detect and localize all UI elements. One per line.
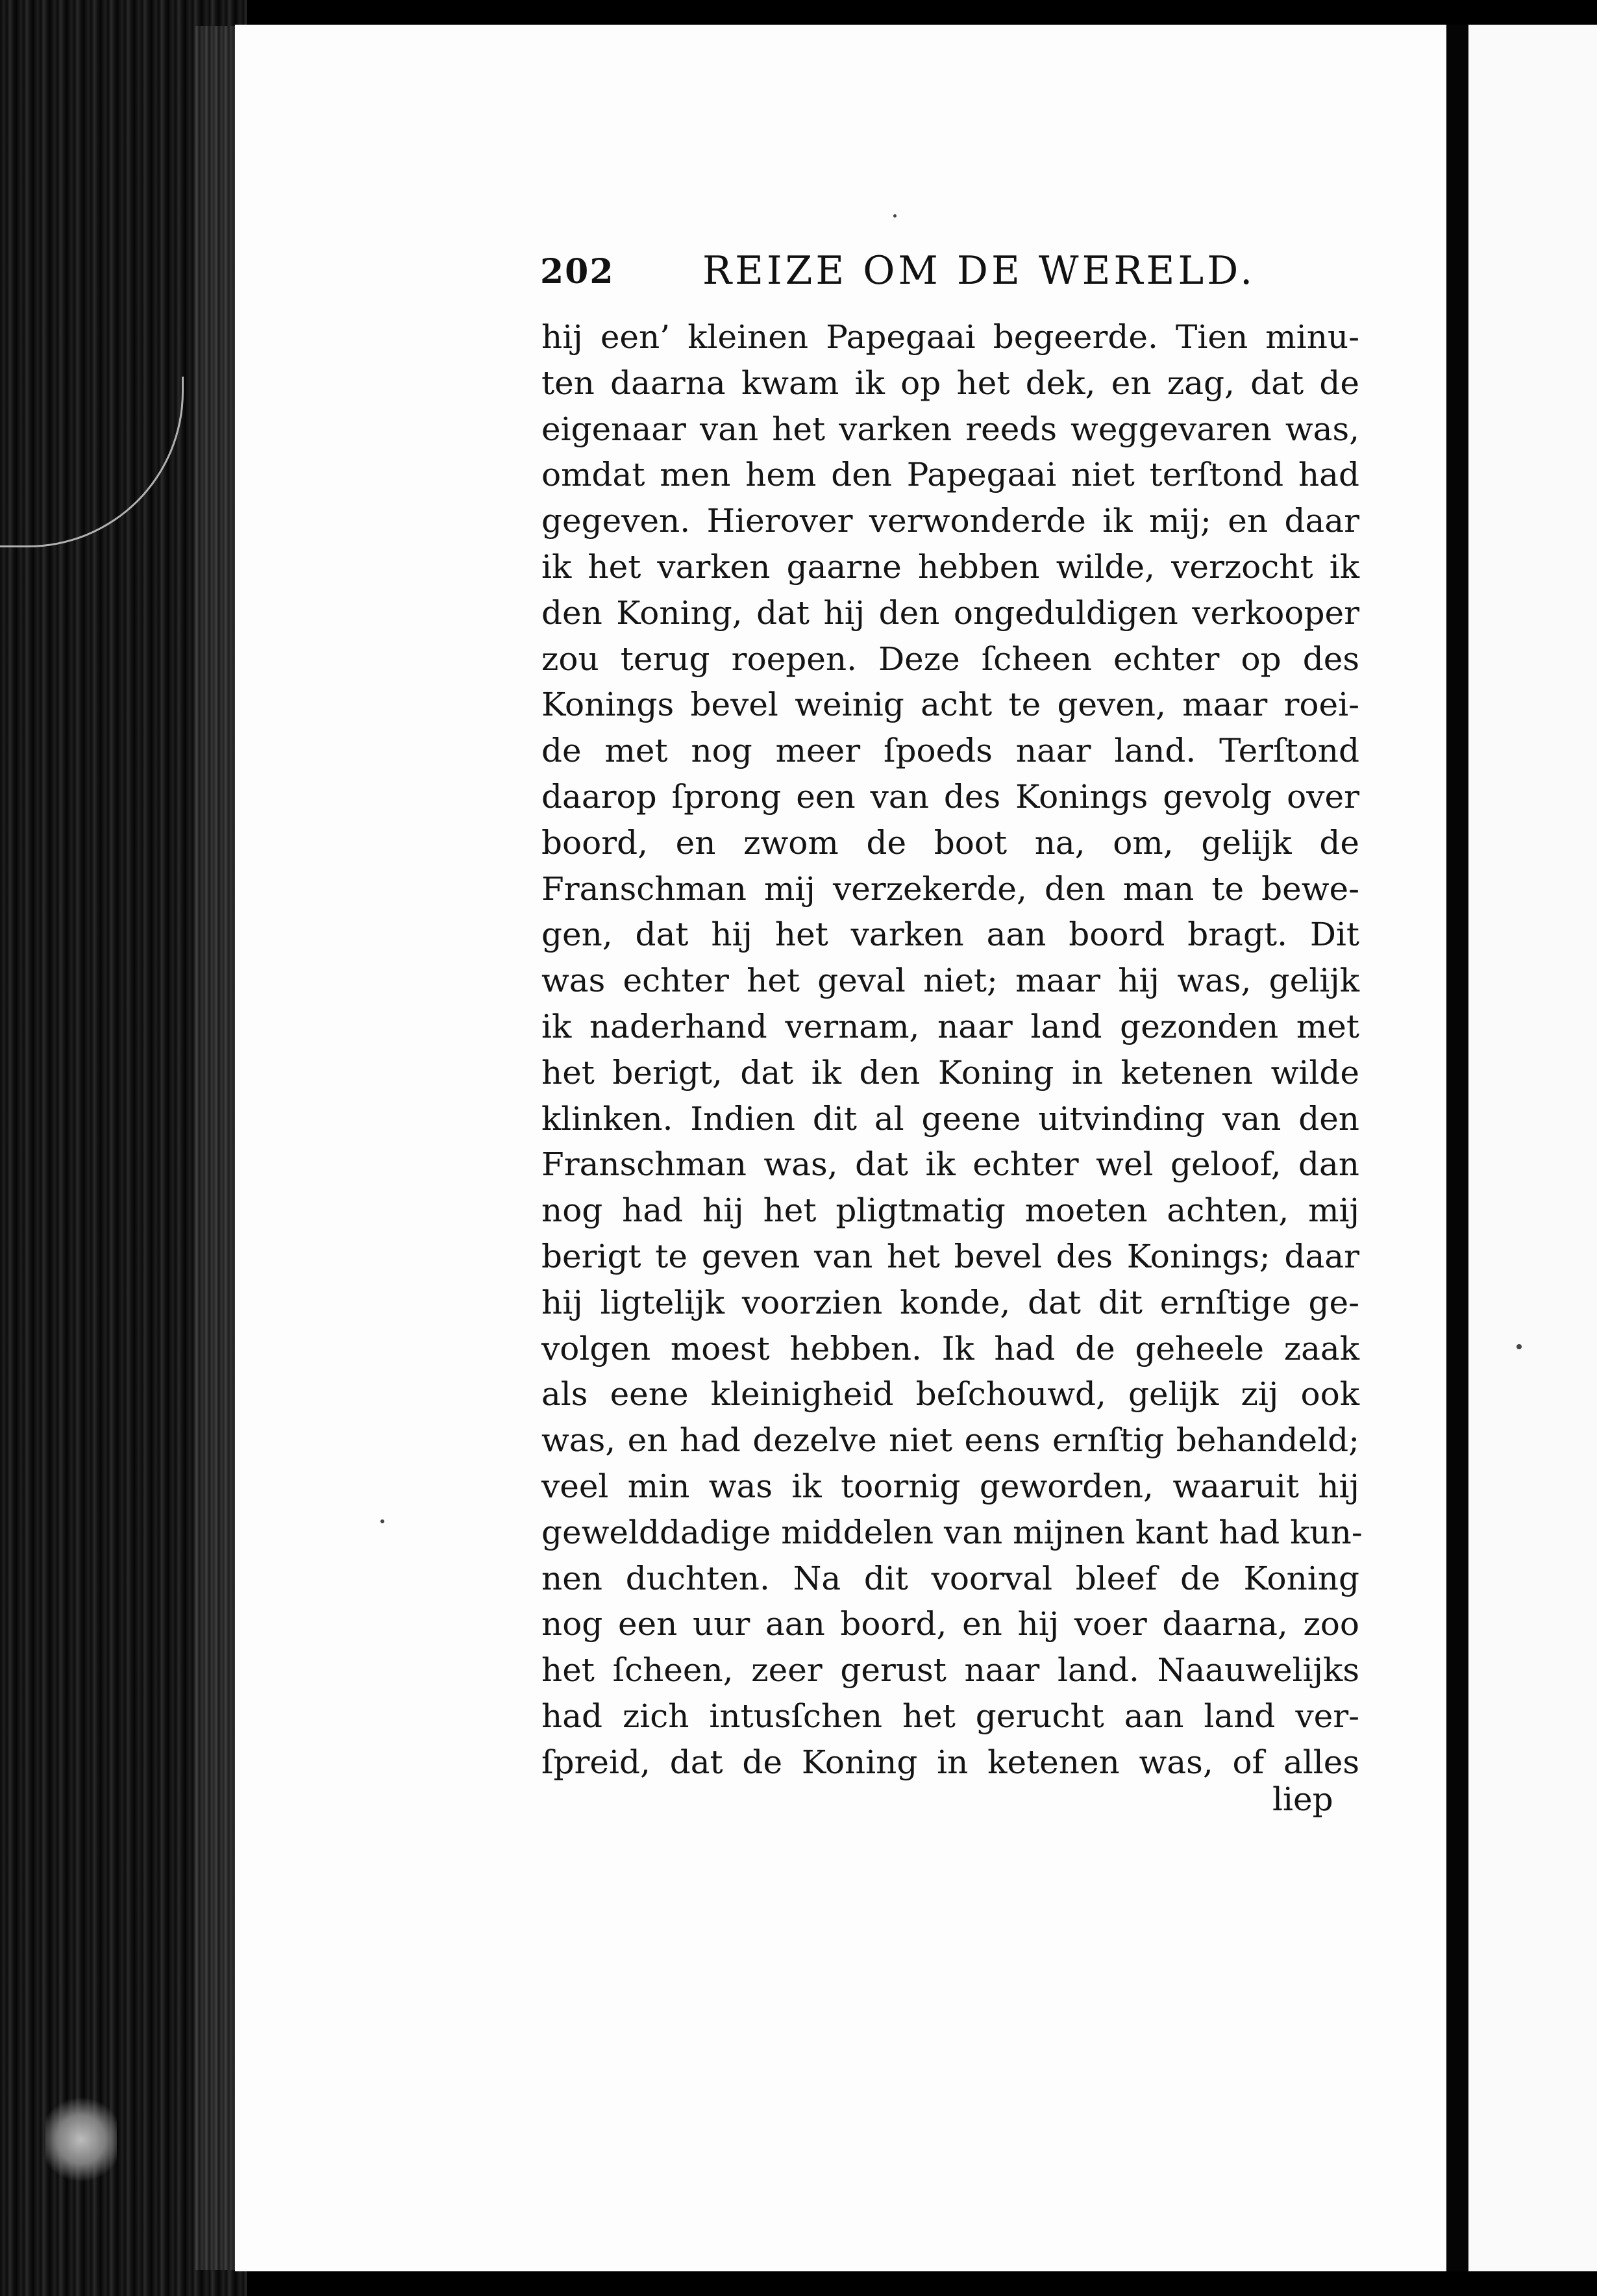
text-line: nen duchten. Na dit voorval bleef de Koning: [541, 1559, 1359, 1597]
text-line: ik naderhand vernam, naar land gezonden met: [541, 1007, 1359, 1045]
running-head: [540, 248, 1384, 300]
page-number: 202: [540, 252, 615, 292]
text-line: was echter het geval niet; maar hij was, gelijk: [541, 962, 1359, 1000]
text-line: het berigt, dat ik den Koning in ketenen wilde: [541, 1053, 1359, 1092]
text-line: de met nog meer ſpoeds naar land. Terſtond: [541, 732, 1359, 770]
text-line: Konings bevel weinig acht te geven, maar roei-: [541, 686, 1359, 724]
text-line: Franschman mij verzekerde, den man te bewe-: [541, 869, 1359, 908]
body-text: [541, 314, 1363, 1786]
text-line: gewelddadige middelen van mijnen kant had kun-: [541, 1513, 1363, 1551]
text-line: hij een’ kleinen Papegaai begeerde. Tien minu-: [541, 318, 1359, 356]
scan-smudge: [45, 2091, 117, 2188]
text-line: hij ligtelijk voorzien konde, dat dit ernſtige ge-: [541, 1283, 1359, 1321]
text-line: veel min was ik toornig geworden, waaruit hij: [541, 1467, 1359, 1505]
text-line: daarop ſprong een van des Konings gevolg over: [541, 777, 1359, 816]
scan-speck: [1517, 1344, 1522, 1349]
catchword: liep: [1272, 1780, 1333, 1818]
text-line: ten daarna kwam ik op het dek, en zag, dat de: [541, 364, 1359, 402]
text-line: klinken. Indien dit al geene uitvinding van den: [541, 1099, 1359, 1138]
text-line: boord, en zwom de boot na, om, gelijk de: [541, 823, 1359, 862]
text-line: den Koning, dat hij den ongeduldigen verkooper: [541, 593, 1359, 632]
running-title: REIZE OM DE WERELD.: [702, 248, 1256, 293]
text-line: gegeven. Hierover verwonderde ik mij; en daar: [541, 502, 1359, 540]
scan-speck: [893, 214, 897, 218]
text-line: nog een uur aan boord, en hij voer daarna, zoo: [541, 1605, 1359, 1643]
text-line: eigenaar van het varken reeds weggevaren was,: [541, 410, 1359, 448]
facing-page-edge: [1468, 25, 1597, 2271]
text-line: Franschman was, dat ik echter wel geloof, dan: [541, 1145, 1359, 1184]
text-line: volgen moest hebben. Ik had de geheele zaak: [541, 1329, 1359, 1367]
text-line: omdat men hem den Papegaai niet terſtond had: [541, 456, 1359, 494]
text-line: ik het varken gaarne hebben wilde, verzocht ik: [541, 547, 1359, 586]
text-line: was, en had dezelve niet eens ernſtig behandeld;: [541, 1421, 1359, 1460]
text-line: het ſcheen, zeer gerust naar land. Naauwelijks: [541, 1651, 1359, 1690]
text-line: berigt te geven van het bevel des Konings; daar: [541, 1237, 1359, 1275]
page-gutter: [1446, 25, 1468, 2271]
scan-speck: [380, 1519, 384, 1523]
text-line: gen, dat hij het varken aan boord bragt. Dit: [541, 916, 1359, 954]
text-line: zou terug roepen. Deze ſcheen echter op des: [541, 640, 1359, 678]
text-line: ſpreid, dat de Koning in ketenen was, of alles: [541, 1743, 1359, 1781]
text-line: nog had hij het pligtmatig moeten achten, mij: [541, 1192, 1359, 1230]
text-line: had zich intusſchen het gerucht aan land ver-: [541, 1697, 1359, 1735]
text-line: als eene kleinigheid beſchouwd, gelijk zij ook: [541, 1375, 1359, 1414]
